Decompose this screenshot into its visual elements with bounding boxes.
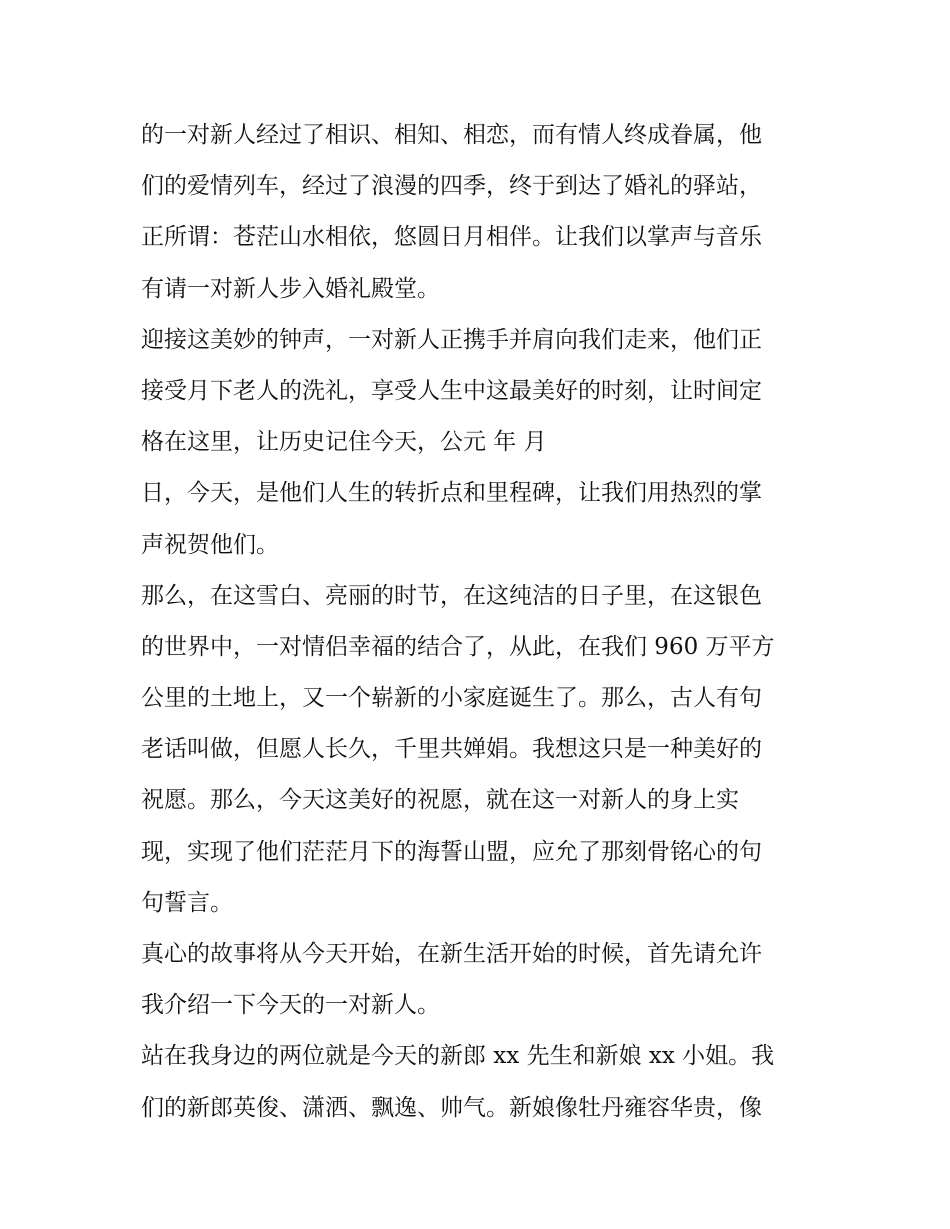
- text-line: 的一对新人经过了相识、相知、相恋，而有情人终成眷属，他: [141, 122, 762, 148]
- text-line: 的世界中，一对情侣幸福的结合了，从此，在我们 960 万平方: [141, 633, 775, 660]
- text-line: 们的新郎英俊、潇洒、飘逸、帅气。新娘像牡丹雍容华贵，像: [141, 1094, 762, 1121]
- text-line: 我介绍一下今天的一对新人。: [141, 992, 440, 1019]
- text-line: 日，今天，是他们人生的转折点和里程碑，让我们用热烈的掌: [141, 480, 762, 507]
- text-line: 老话叫做，但愿人长久，千里共婵娟。我想这只是一种美好的: [141, 736, 762, 763]
- text-line: 声祝贺他们。: [141, 531, 279, 558]
- text-line: 祝愿。那么，今天这美好的祝愿，就在这一对新人的身上实: [141, 787, 739, 814]
- text-line: 那么，在这雪白、亮丽的时节，在这纯洁的日子里，在这银色: [141, 582, 762, 609]
- text-line: 现，实现了他们茫茫月下的海誓山盟，应允了那刻骨铭心的句: [141, 838, 762, 865]
- text-line: 正所谓：苍茫山水相依，悠圆日月相伴。让我们以掌声与音乐: [141, 224, 762, 251]
- text-line: 公里的土地上，又一个崭新的小家庭诞生了。那么，古人有句: [141, 685, 762, 712]
- text-line: 们的爱情列车，经过了浪漫的四季，终于到达了婚礼的驿站，: [141, 173, 762, 200]
- text-line: 迎接这美妙的钟声，一对新人正携手并肩向我们走来，他们正: [141, 326, 762, 353]
- text-line: 真心的故事将从今天开始，在新生活开始的时候，首先请允许: [141, 941, 762, 967]
- document-body: [141, 110, 821, 1134]
- text-line: 接受月下老人的洗礼，享受人生中这最美好的时刻，让时间定: [141, 377, 762, 404]
- text-line: 站在我身边的两位就是今天的新郎 xx 先生和新娘 xx 小姐。我: [141, 1043, 775, 1070]
- text-line: 句誓言。: [141, 889, 233, 916]
- text-line: 格在这里，让历史记住今天，公元 年 月: [141, 429, 547, 456]
- text-line: 有请一对新人步入婚礼殿堂。: [141, 275, 440, 302]
